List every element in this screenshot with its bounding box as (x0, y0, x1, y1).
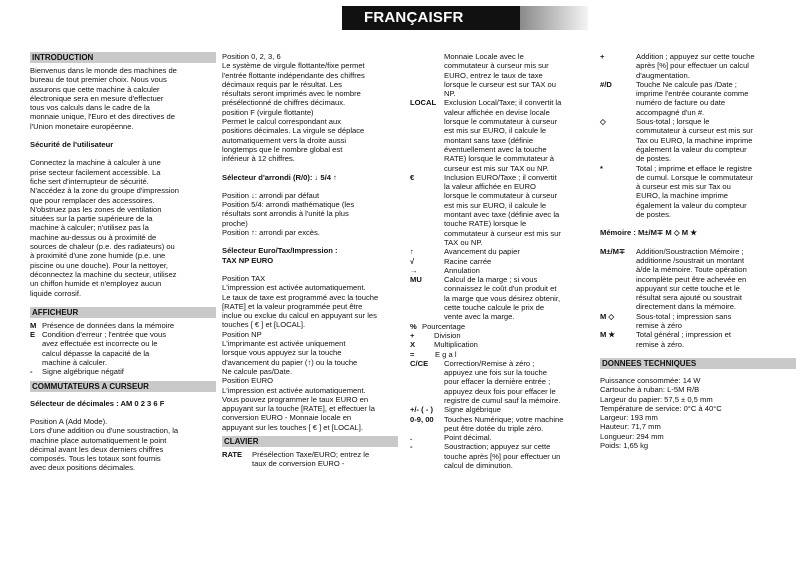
key-label: + (600, 52, 605, 61)
text-line: machine au-dessus ou à proximité de (30, 232, 157, 242)
text-line: tous vos calculs dans le cadre de la (30, 103, 150, 113)
key-row (410, 359, 594, 405)
text-line: Sous-total ; lorsque le (636, 117, 710, 127)
text-line: imprime l'entrée courante comme (636, 89, 749, 99)
key-label: LOCAL (410, 98, 437, 108)
text-line: inférieur à 12 chiffres. (222, 154, 295, 164)
text-line: curseur est mis sur TAX ou NP. (444, 163, 549, 173)
key-description (636, 312, 796, 331)
text-line: appuyant sur cette touche et le (636, 283, 740, 293)
safety-heading: Sécurité de l'utilisateur (30, 140, 114, 150)
text-line: Position ↓: arrondi par défaut (222, 190, 320, 200)
text-line: Lors d'une addition ou d'une soustraction, la (30, 426, 179, 436)
text-line: Annulation (444, 265, 480, 275)
text-line: d'avancement du papier (↑) ou la touche (222, 357, 358, 367)
text-line: numéro de facture ou date (636, 98, 726, 108)
key-label: € (410, 172, 415, 182)
text-line: est mis sur EURO, il calcule le (444, 200, 547, 210)
text-line: Point décimal. (444, 433, 492, 443)
text-line: TAX NP EURO (222, 255, 274, 265)
column-1 (30, 52, 216, 473)
key-description (636, 247, 796, 312)
text-line: résultat sera ajouté ou soustrait (636, 293, 742, 303)
text-line: appuyez deux fois pour effacer le (444, 386, 556, 396)
key-label: MU (410, 275, 422, 285)
key-label: C/CE (410, 358, 429, 368)
text-line: résultats sont arrondis à l'unité la plus (222, 209, 349, 219)
position-a-text (30, 426, 216, 472)
text-line: Calcul de la marge ; si vous (444, 275, 538, 285)
key-row (410, 275, 594, 321)
column-2 (222, 52, 398, 469)
text-line: sources de chaleur (p.e. des radiateurs) ou (30, 242, 175, 252)
text-line: montant avec taxe (définie avec la (444, 210, 560, 220)
text-line: commutateur à curseur est mis sur (636, 126, 753, 136)
key-label: M (30, 320, 37, 330)
key-label: - (30, 367, 33, 377)
text-line: EURO, la machine imprime (636, 191, 728, 201)
text-line: Condition d'erreur ; l'entrée que vous (42, 330, 167, 340)
key-label: M±/M∓ (600, 246, 626, 256)
text-line: Hauteur: 71,7 mm (600, 422, 661, 432)
key-row (30, 321, 216, 330)
text-line: EURO, entrez le taux de taxe (444, 70, 543, 80)
op-text: Multiplication (434, 340, 478, 350)
text-line: Le système de virgule flottante/fixe permet (222, 61, 365, 71)
keyboard-heading: CLAVIER (222, 436, 398, 447)
key-row (410, 257, 594, 266)
text-line: Correction/Remise à zéro ; (444, 358, 535, 368)
position-f-text (222, 117, 398, 163)
text-line: remise à zéro. (636, 339, 685, 349)
text-line: déconnectez la machine du secteur, utilisez (30, 269, 177, 279)
text-line: Cartouche à ruban: L-5M R/B (600, 385, 700, 395)
key-row (410, 442, 594, 470)
banner-fade (520, 6, 588, 30)
key-row (30, 330, 216, 367)
intro-text (30, 66, 216, 131)
equal-key: = (410, 349, 415, 359)
key-description (636, 330, 796, 349)
text-line: registre de cumul sauf la mémoire. (444, 395, 561, 405)
text-line: Largeur du papier: 57,5 ± 0,5 mm (600, 394, 713, 404)
key-list-2 (410, 359, 594, 471)
memory-keys (600, 247, 796, 349)
text-line: calcul de diminution. (444, 461, 513, 471)
text-line: appuyant sur les touches [ € ] et [LOCAL]. (222, 422, 363, 432)
decimal-selector: Sélecteur de décimales : AM 0 2 3 6 F (30, 398, 165, 408)
text-line: Poids: 1,65 kg (600, 440, 649, 450)
text-line: la marge que vous désirez obtenir, (444, 293, 561, 303)
rate-key-label: RATE (222, 449, 243, 459)
text-line: Bienvenus dans le monde des machines de (30, 66, 177, 75)
op-text: Division (434, 330, 461, 340)
text-line: RATE) lorsque le commutateur à (444, 154, 555, 164)
text-line: touche après [%] pour effectuer un (444, 451, 561, 461)
position-np-text (222, 339, 398, 376)
text-line: après [%] pour effectuer un calcul (636, 61, 749, 71)
key-description (444, 173, 594, 247)
display-heading: AFFICHEUR (30, 307, 216, 318)
text-line: machine à calculer. (42, 358, 108, 368)
text-line: lorsque le commutateur à curseur (444, 191, 558, 201)
text-line: Température de service: 0°C à 40°C (600, 403, 722, 413)
key-row (30, 367, 216, 376)
key-row (600, 247, 796, 312)
text-line: NP. (444, 89, 456, 99)
text-line: Largeur: 193 mm (600, 413, 658, 423)
key-description (444, 257, 594, 266)
position-np-label: Position NP (222, 329, 262, 339)
position-0236-label: Position 0, 2, 3, 6 (222, 52, 281, 61)
key-row (410, 266, 594, 275)
text-line: à proximité d'une zone humide (p.e. une (30, 251, 166, 261)
text-line: L'impression est activée automatiquement. (222, 385, 366, 395)
text-line: décimal avant les deux derniers chiffres (30, 444, 164, 454)
key-label: - (410, 442, 413, 452)
text-line: lorsque vous appuyez sur la touche (222, 348, 342, 358)
key-description (636, 52, 796, 80)
text-line: TAX ou NP. (444, 237, 483, 247)
text-line: également la valeur du compteur (636, 144, 747, 154)
text-line: pour effacer la dernière entrée ; (444, 377, 551, 387)
continuation-text (410, 52, 594, 98)
key-description (42, 367, 216, 376)
text-line: valeur affichée en devise locale (444, 107, 550, 117)
position-euro-label: Position EURO (222, 376, 274, 386)
round-items (222, 191, 398, 237)
key-row (600, 330, 796, 349)
text-line: Le taux de taxe est programmé avec la touche (222, 292, 379, 302)
op-row (410, 331, 594, 340)
key-row (600, 52, 796, 80)
text-line: N'accédez à la zone du groupe d'impression (30, 186, 179, 196)
text-line: lorsque le commutateur à curseur (444, 117, 558, 127)
text-line: Permet le calcul correspondant aux (222, 117, 342, 127)
text-line: Addition ; appuyez sur cette touche (636, 52, 755, 61)
equal-text: E g a l (435, 349, 457, 359)
key-row (600, 80, 796, 117)
text-line: Avancement du papier (444, 247, 520, 257)
text-line: montant sans taxe (définie (444, 135, 534, 145)
text-line: Présence de données dans la mémoire (42, 320, 175, 330)
column-4 (600, 52, 796, 450)
text-line: Total général ; impression et (636, 330, 731, 340)
text-line: Longueur: 294 mm (600, 431, 664, 441)
key-row (600, 312, 796, 331)
text-line: est mis sur EURO, il calcule le (444, 126, 547, 136)
text-line: positions décimales. La virgule se déplace (222, 126, 365, 136)
percent-key: % (410, 321, 417, 331)
text-line: la valeur affichée en EURO (444, 182, 536, 192)
text-line: machine place automatiquement le point (30, 435, 167, 445)
text-line: connaissez le coût d'un produit et (444, 284, 557, 294)
key-description (444, 359, 594, 405)
text-line: fiche sert d'interrupteur de sécurité. (30, 176, 149, 186)
key-description (444, 405, 594, 414)
text-line: machine à calculer; n'utilisez pas la (30, 223, 149, 233)
text-line: Signe algébrique (444, 405, 501, 415)
key-label: ◇ (600, 117, 606, 127)
text-line: remise à zéro (636, 321, 683, 331)
key-description (444, 433, 594, 442)
round-selector: Sélecteur d'arrondi (R/0): ↓ 5/4 ↑ (222, 172, 337, 182)
key-row (410, 173, 594, 247)
key-label: → (410, 265, 418, 275)
text-line: cette touche calcule le prix de (444, 303, 545, 313)
text-line: décimaux requis par le résultat. Les (222, 79, 342, 89)
op-key: + (410, 330, 415, 340)
text-line: assurons que cette machine à calculer (30, 84, 160, 94)
text-line: Addition/Soustraction Mémoire ; (636, 246, 744, 256)
key-description (42, 321, 216, 330)
memory-line: Mémoire : M±/M∓ M ◇ M ★ (600, 228, 698, 238)
text-line: que pour remplacer des accessoires. (30, 195, 155, 205)
text-line: avec deux positions décimales. (30, 463, 136, 473)
key-row (410, 415, 594, 434)
key-label: #/D (600, 79, 612, 89)
text-line: de cumul. Lorsque le commutateur (636, 172, 753, 182)
text-line: de postes. (636, 154, 672, 164)
text-line: Racine carrée (444, 256, 492, 266)
text-line: taux de conversion EURO - (252, 459, 345, 469)
position-euro-text (222, 386, 398, 432)
text-line: bureau de tout premier choix. Nous vous (30, 75, 167, 85)
position-f-label: position F (virgule flottante) (222, 107, 314, 117)
key-list-1 (410, 98, 594, 321)
key-label: +/- ( - ) (410, 405, 433, 415)
text-line: Touche Ne calcule pas /Date ; (636, 79, 737, 89)
text-line: commutateur à curseur mis sur (444, 61, 549, 71)
text-line: additionne /soustrait un montant (636, 255, 745, 265)
key-description (444, 247, 594, 256)
key-list-3 (600, 52, 796, 219)
text-line: Position ↑: arrondi par excès. (222, 228, 320, 238)
text-line: inclue ou exclue du calcul en appuyant sur les (222, 311, 377, 321)
key-label: M ◇ (600, 311, 615, 321)
text-line: L'imprimante est activée uniquement (222, 339, 346, 349)
text-line: l'entrée flottante indépendante des chiffres (222, 70, 365, 80)
text-line: l'Union monetaire européenne. (30, 121, 134, 131)
page-banner (342, 6, 520, 30)
text-line: appuyez une fois sur la touche (444, 368, 548, 378)
text-line: Signe algébrique négatif (42, 367, 124, 377)
key-description (636, 164, 796, 220)
key-label: √ (410, 256, 415, 266)
key-row (410, 98, 594, 172)
text-line: électronique sera en mesure d'effectuer (30, 93, 164, 103)
text-line: prise secteur facilement accessible. La (30, 167, 161, 177)
text-line: touches [ € ] et [LOCAL]. (222, 320, 306, 330)
op-key: X (410, 340, 416, 350)
text-line: Puissance consommée: 14 W (600, 375, 701, 385)
switch-heading: COMMUTATEURS A CURSEUR (30, 381, 216, 392)
intro-heading: INTRODUCTION (30, 52, 216, 63)
key-description (444, 442, 594, 470)
text-line: [RATE] et la valeur programmée peut être (222, 301, 363, 311)
text-line: L'impression est activée automatiquement. (222, 283, 366, 293)
key-label: * (600, 163, 603, 173)
text-line: situées sur la partie supérieure de la (30, 214, 153, 224)
text-line: Vous pouvez programmer le taux EURO en (222, 394, 369, 404)
text-line: vente avec la marge. (444, 312, 515, 322)
key-label: ↑ (410, 247, 414, 257)
text-line: à/de la mémoire. Toute opération (636, 265, 747, 275)
text-line: à curseur est mis sur Tax ou (636, 182, 731, 192)
percent-row (410, 322, 594, 331)
text-line: Soustraction; appuyez sur cette (444, 442, 551, 452)
text-line: un chiffon humide et n'employez aucun (30, 279, 162, 289)
equal-row (410, 350, 594, 359)
key-description (444, 266, 594, 275)
safety-text (30, 158, 216, 297)
key-row (600, 117, 796, 163)
tech-specs (600, 376, 796, 450)
text-line: Exclusion Local/Taxe; il convertit la (444, 98, 562, 108)
key-description (636, 117, 796, 163)
text-line: Présélection Taxe/EURO; entrez le (252, 449, 370, 459)
key-description (444, 275, 594, 321)
text-line: monnaie unique, l'Euro et des directives de (30, 112, 175, 122)
key-description (42, 330, 216, 367)
rate-key-row (222, 450, 398, 469)
text-line: de postes. (636, 210, 672, 220)
key-label: E (30, 330, 36, 340)
text-line: incomplète peut être achevée en (636, 274, 747, 284)
text-line: éventuellement avec la touche (444, 144, 547, 154)
text-line: Sous-total ; impression sans (636, 311, 732, 321)
op-row (410, 340, 594, 349)
display-items (30, 321, 216, 377)
text-line: Total ; imprime et efface le registre (636, 163, 752, 173)
text-line: Connectez la machine à calculer à une (30, 158, 161, 168)
text-line: automatiquement vers la droite aussi (222, 135, 347, 145)
text-line: directement dans la mémoire. (636, 302, 737, 312)
text-line: également la valeur du compteur (636, 200, 747, 210)
text-line: accompagné d'un #. (636, 107, 705, 117)
column-3 (410, 52, 594, 470)
text-line: appuyant sur la touche [RATE], et effectuer la (222, 404, 375, 414)
key-description (444, 98, 594, 172)
key-description (636, 80, 796, 117)
tech-heading: DONNEES TECHNIQUES (600, 358, 796, 369)
euro-selector (222, 246, 398, 265)
key-description (444, 415, 594, 434)
text-line: piscine ou une douche). Pour la nettoyer, (30, 260, 169, 270)
key-label: . (410, 433, 413, 443)
key-row (410, 405, 594, 414)
text-line: Sélecteur Euro/Tax/Impression : (222, 246, 338, 256)
text-line: Inclusion EURO/Taxe ; il convertit (444, 172, 557, 182)
text-line: lorsque le curseur est sur TAX ou (444, 79, 556, 89)
percent-text: Pourcentage (422, 321, 466, 331)
key-row (410, 433, 594, 442)
text-line: présélectionné de chiffres décimaux. (222, 98, 346, 108)
text-line: Tax ou EURO, la machine imprime (636, 135, 753, 145)
key-row (410, 247, 594, 256)
position-tax-label: Position TAX (222, 273, 266, 283)
text-line: avez effectuée est incorrecte ou le (42, 339, 158, 349)
op-list (410, 331, 594, 350)
text-line: conversion EURO - Monnaie locale en (222, 413, 352, 423)
key-row (600, 164, 796, 220)
text-line: proche) (222, 218, 248, 228)
position-tax-text (222, 283, 398, 329)
position-a-label: Position A (Add Mode). (30, 416, 108, 426)
text-line: composés. Tous les totaux sont fournis (30, 454, 161, 464)
text-line: Monnaie Locale avec le (444, 52, 524, 61)
key-label: 0-9, 00 (410, 414, 434, 424)
banner-text: FRANÇAISFR (364, 9, 464, 26)
text-line: N'obstruez pas les zones de ventilation (30, 204, 162, 214)
text-line: peut être dotée du triple zéro. (444, 423, 544, 433)
text-line: Position 5/4: arrondi mathématique (les (222, 200, 355, 210)
text-line: d'augmentation. (636, 70, 690, 80)
text-line: commutateur à curseur est mis sur (444, 228, 561, 238)
text-line: calcul dépasse la capacité de la (42, 348, 150, 358)
key-label: M ★ (600, 330, 616, 340)
text-line: touche RATE) lorsque le (444, 219, 527, 229)
position-0236-text (222, 61, 398, 107)
text-line: Ne calcule pas/Date. (222, 366, 293, 376)
text-line: résultats seront imprimés avec le nombre (222, 89, 361, 99)
text-line: liquide corrosif. (30, 288, 82, 298)
rate-key-text (252, 450, 398, 469)
text-line: longtemps que le nombre global est (222, 144, 343, 154)
text-line: Touches Numérique; votre machine (444, 414, 564, 424)
